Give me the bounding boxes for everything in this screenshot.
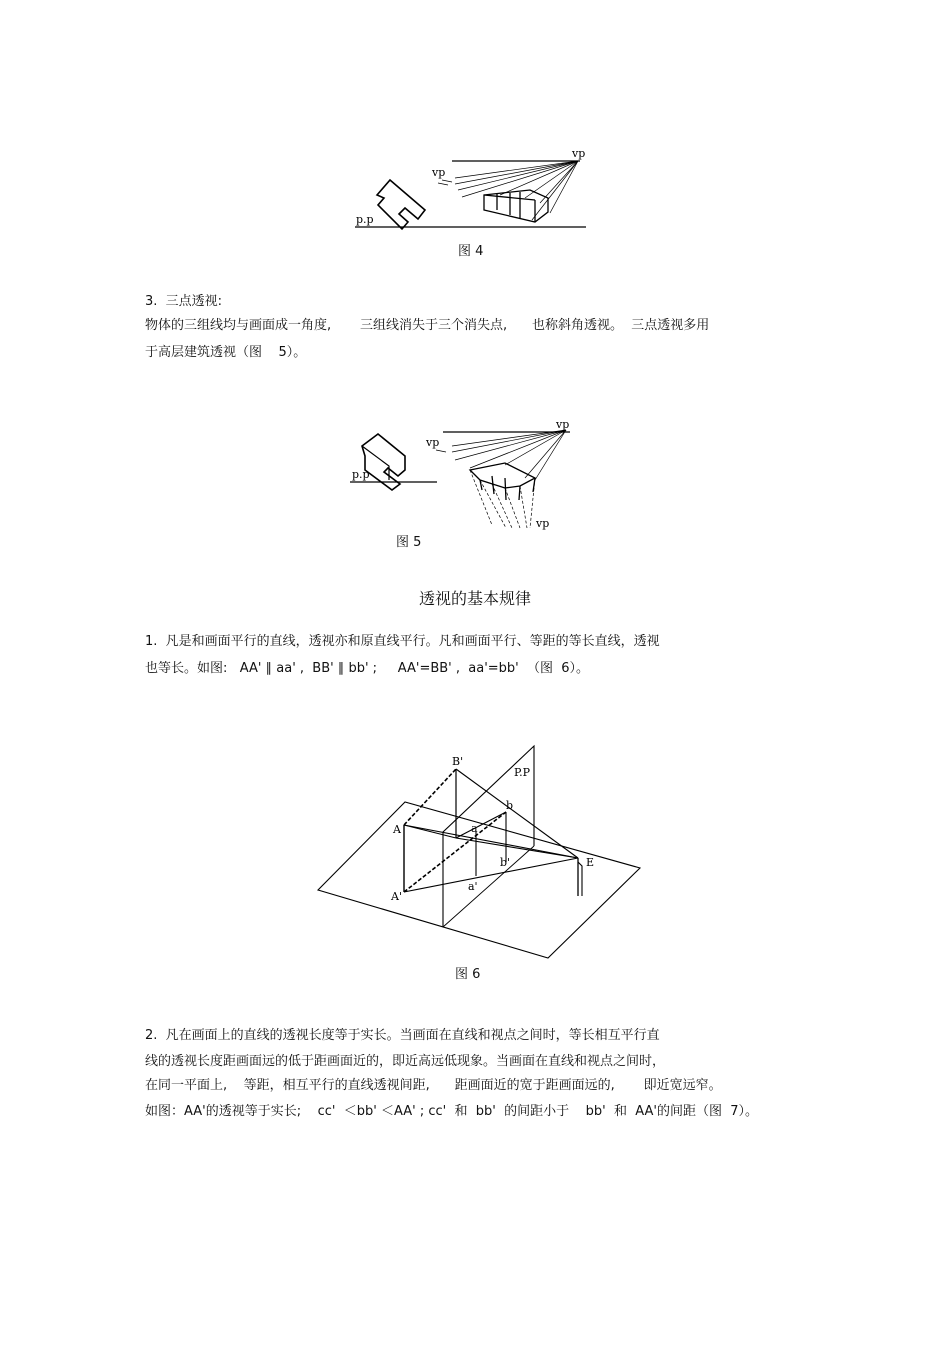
fig5-pp-label: p.p [352,468,370,481]
vanishing-rays-bottom [470,470,535,528]
dashed-bottom [404,812,506,892]
block-object [484,190,548,222]
fig4-pp-label: p.p [356,213,374,226]
fig6-A-prime-label: A' [391,890,402,903]
fig6-E-label: E [586,856,595,869]
fig5-vp-bottom-label: vp [536,517,550,530]
fig6-a-label: a [471,822,478,835]
rule-2-line-1: 2. 凡在画面上的直线的透视长度等于实长。当画面在直线和视点之间时，等长相互平行直 [145,1028,660,1043]
figure-4 [355,161,586,229]
section-3-line-1: 物体的三组线均与画面成一角度, 三组线消失于三个消失点, 也称斜角透视。 三点透视多用 [145,318,710,333]
fig6-B-prime-label: B' [452,755,464,768]
vanishing-rays [438,161,578,220]
fig6-A-label: A [393,823,401,836]
fig6-b-prime-label: b' [500,856,511,869]
dashed-top [404,769,456,825]
rule-1-line-1: 1. 凡是和画面平行的直线，透视亦和原直线平行。凡和画面平行、等距的等长直线，透视 [145,634,660,649]
section-heading: 透视的基本规律 [418,589,531,608]
fig5-vp-top-label: vp [556,418,570,431]
fig6-b-label: b [506,799,514,812]
figure-5 [350,430,570,528]
fig4-vp-left-label: vp [432,166,446,179]
section-3-title: 3. 三点透视: [145,294,223,309]
rule-2-line-4: 如图：AA'的透视等于实长; cc' ＜bb' ＜AA' ; cc' 和 bb' 的间距小于 bb' 和 AA'的间距（图 7）。 [145,1104,758,1119]
plan-shape [377,180,425,229]
section-3-line-2: 于高层建筑透视（图 5）。 [145,345,307,360]
figure-5-caption: 图 5 [396,535,422,550]
ground-plane [318,802,640,958]
rule-1-line-2: 也等长。如图: AA' ∥ aa' , BB' ∥ bb' ; AA'=BB' , aa'=bb' （图 6）。 [145,661,590,676]
rule-2-line-2: 线的透视长度距画面远的低于距画面近的，即近高远低现象。当画面在直线和视点之间时， [145,1054,666,1069]
figure-6 [318,746,640,958]
fig5-vp-left-label: vp [426,436,440,449]
rule-2-line-3: 在同一平面上, 等距，相互平行的直线透视间距, 距画面近的宽于距画面远的, 即近宽远窄。 [145,1078,722,1093]
fig4-vp-right-label: vp [572,147,586,160]
fig6-pp-label: P.P [514,766,531,779]
fig6-a-prime-label: a' [468,880,478,893]
figure-6-caption: 图 6 [455,967,481,982]
vanishing-rays-top [436,430,566,480]
figure-4-caption: 图 4 [458,244,484,259]
